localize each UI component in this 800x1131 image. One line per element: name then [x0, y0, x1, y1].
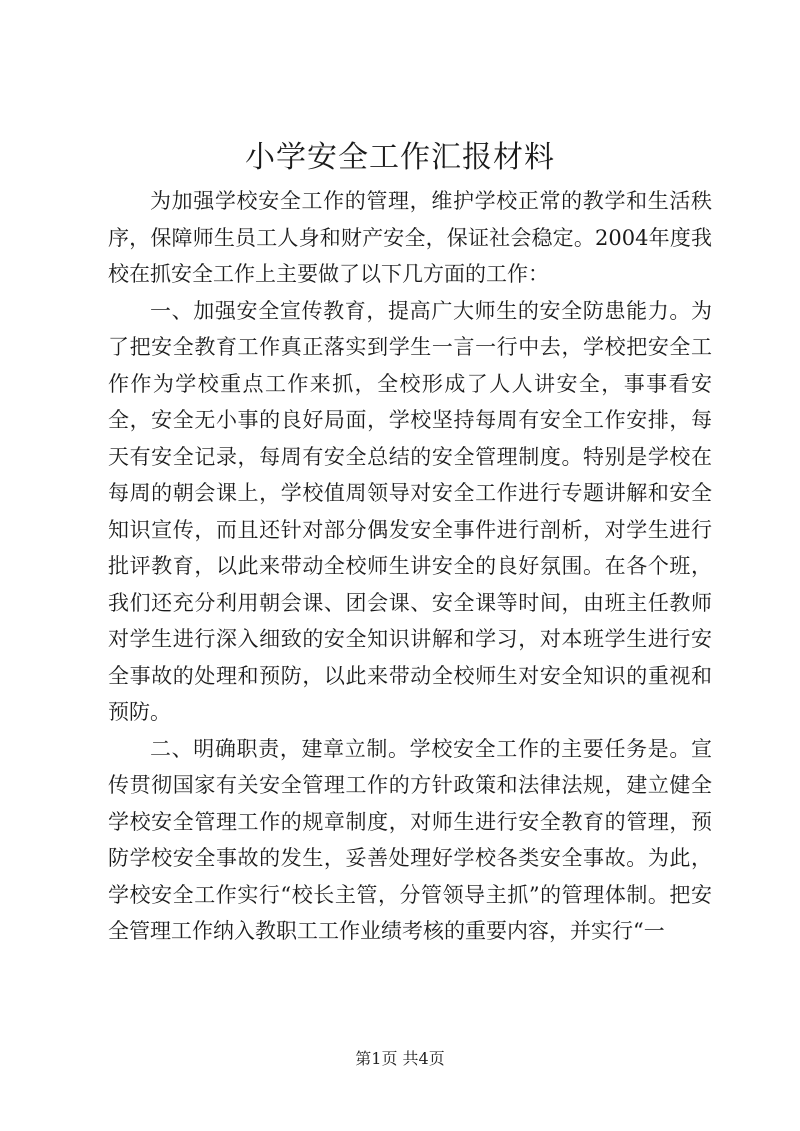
paragraph-intro: 为加强学校安全工作的管理，维护学校正常的教学和生活秩序，保障师生员工人身和财产安全，保证社会稳定。2004年度我校在抓安全工作上主要做了以下几方面的工作： [108, 189, 712, 286]
document-body [108, 183, 712, 950]
page-footer: 第1页 共4页 [355, 1049, 445, 1068]
paragraph-section-1: 一、加强安全宣传教育，提高广大师生的安全防患能力。为了把安全教育工作真正落实到学生一言一行中去，学校把安全工作作为学校重点工作来抓，全校形成了人人讲安全，事事看安全，安全无小事的良好局面，学校坚持每周有安全工作安排，每天有安全记录，每周有安全总结的安全管理制度。特别是学校在每周的朝会课上，学校值周领导对安全工作进行专题讲解和安全知识宣传，而且还针对部分偶发安全事件进行剖析，对学生进行批评教育，以此来带动全校师生讲安全的良好氛围。在各个班，我们还充分利用朝会课、团会课、安全课等时间，由班主任教师对学生进行深入细致的安全知识讲解和学习，对本班学生进行安全事故的处理和预防，以此来带动全校师生对安全知识的重视和预防。 [108, 298, 712, 724]
paragraph-section-2: 二、明确职责，建章立制。学校安全工作的主要任务是。宣传贯彻国家有关安全管理工作的方针政策和法律法规，建立健全学校安全管理工作的规章制度，对师生进行安全教育的管理，预防学校安全事故的发生，妥善处理好学校各类安全事故。为此，学校安全工作实行“校长主管，分管领导主抓”的管理体制。把安全管理工作纳入教职工工作业绩考核的重要内容，并实行“一 [108, 736, 712, 943]
document-title: 小学安全工作汇报材料 [245, 140, 555, 175]
